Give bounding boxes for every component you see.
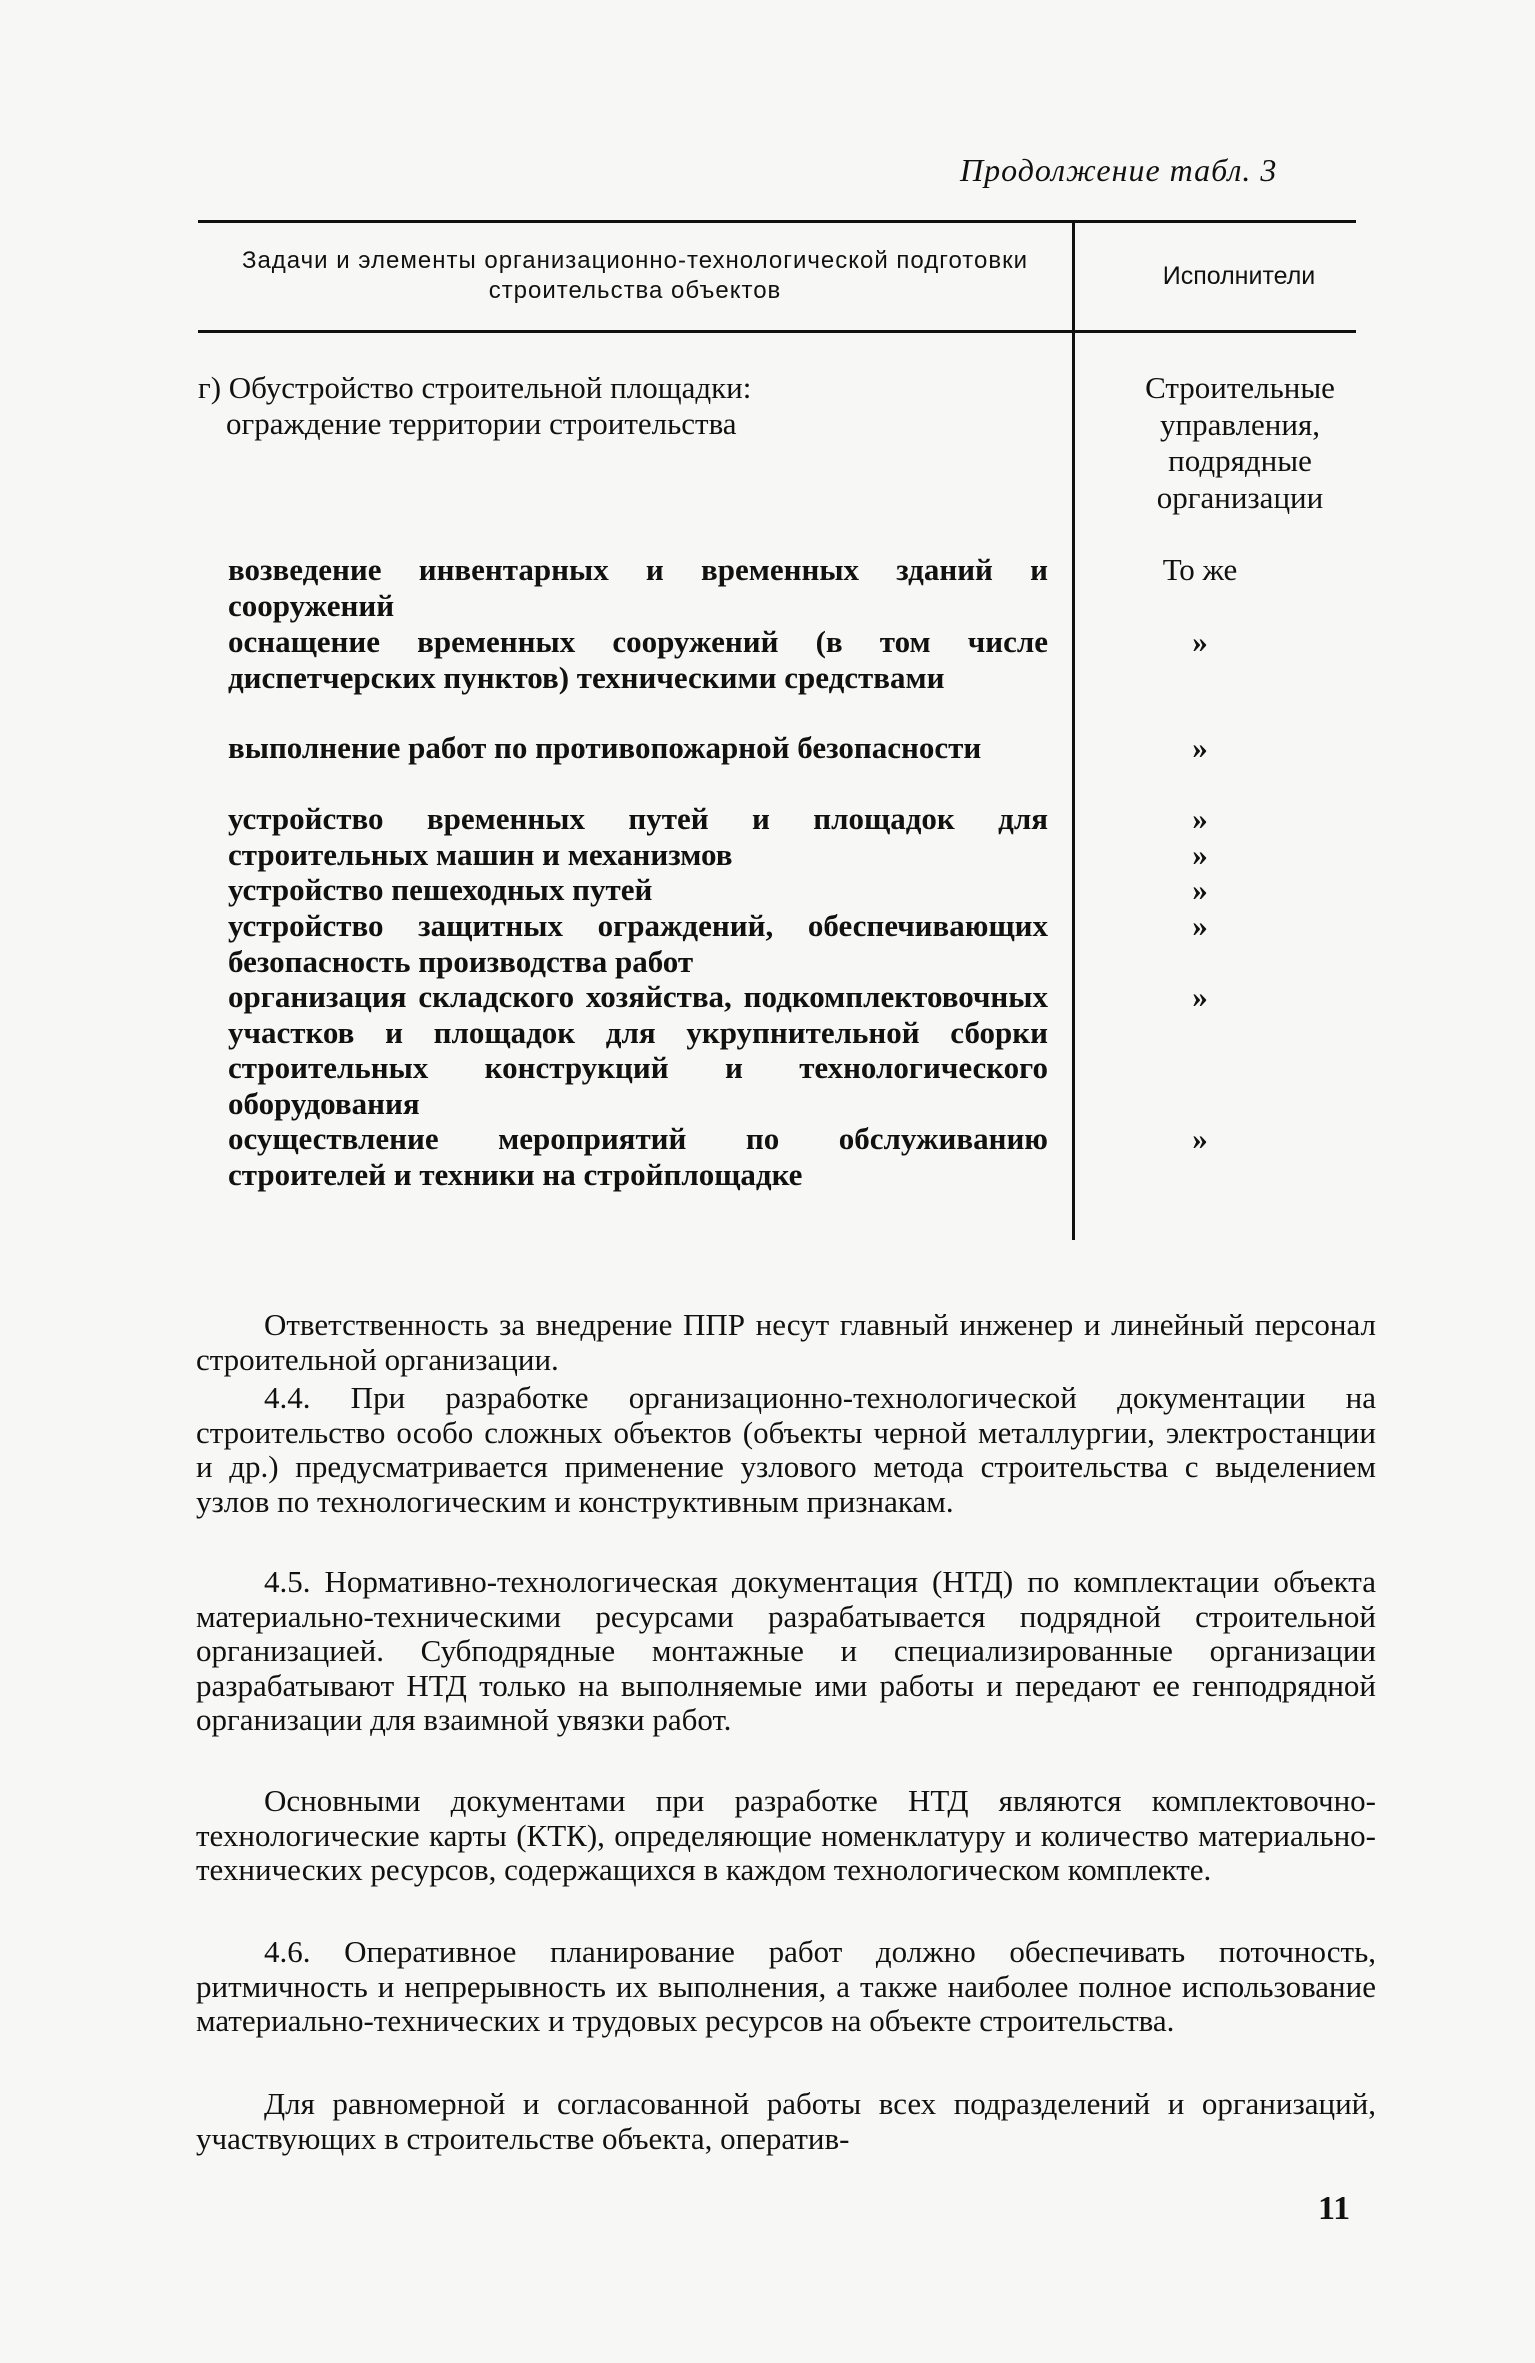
table-row-text: осуществление мероприятий по обслуживанию строителей и техники на стройплощадке [228,1121,1048,1192]
table-row-text: устройство временных путей и площадок для строительных машин и механизмов [228,801,1048,872]
column-header-tasks: Задачи и элементы организационно-технологической подготовки строительства объектов [241,247,1029,304]
paragraph-responsibility: Ответственность за внедрение ППР несут главный инженер и линейный персонал строительной организации. [196,1307,1376,1377]
group-title-line2: ограждение территории строительства [226,406,737,441]
table-row-performer: » [1192,908,1208,943]
table-continuation-caption: Продолжение табл. 3 [960,152,1278,188]
header-bottom-rule [198,330,1356,333]
table-row-performer: » [1192,837,1208,872]
table-row-text: устройство защитных ограждений, обеспечивающих безопасность производства работ [228,908,1048,979]
table-row-performer: » [1192,624,1208,659]
column-divider [1072,220,1075,1240]
paragraph-ktk: Основными документами при разработке НТД являются комплектовочно-технологические карты (КТК), определяющие номенклатуру и количество материально-технических ресурсов, содержащихся в каждом технологическом комплекте. [196,1783,1376,1887]
table-row-performer: » [1192,979,1208,1014]
column-header-performers: Исполнители [1162,262,1316,290]
page-number: 11 [1318,2190,1351,2227]
paragraph-4-5: 4.5. Нормативно-технологическая документация (НТД) по комплектации объекта материально-техническими ресурсами разрабатывается подрядной строительной организацией. Субподрядные монтажные и специализированные организации разрабатывают НТД только на выполняемые ими работы и передают ее генподрядной организации для взаимной увязки работ. [196,1564,1376,1737]
table-row-performer: То же [1162,552,1238,587]
table-row-text: возведение инвентарных и временных зданий и сооружений [228,552,1048,623]
paragraph-4-6: 4.6. Оперативное планирование работ должно обеспечивать поточность, ритмичность и непрерывность их выполнения, а также наиболее полное использование материально-технических и трудовых ресурсов на объекте строительства. [196,1934,1376,2038]
table-row-performer: » [1192,801,1208,836]
table-row-performer: » [1192,1121,1208,1156]
group-title-line1: г) Обустройство строительной площадки: [198,370,752,405]
table-top-rule [198,220,1356,223]
table-row-text: устройство пешеходных путей [228,872,653,907]
table-row-text: выполнение работ по противопожарной безопасности [228,730,982,765]
table-row-performer: » [1192,872,1208,907]
paragraph-4-4: 4.4. При разработке организационно-технологической документации на строительство особо сложных объектов (объекты черной металлургии, электростанции и др.) предусматривается применение узлового метода строительства с выделением узлов по технологическим и конструктивным признакам. [196,1380,1376,1519]
table-row-performer: » [1192,730,1208,765]
table-row-text: организация складского хозяйства, подкомплектовочных участков и площадок для укрупнительной сборки строительных конструкций и технологического оборудования [228,979,1048,1121]
group-performer: Строительные управления, подрядные организации [1145,370,1335,515]
table-row-text: оснащение временных сооружений (в том числе диспетчерских пунктов) техническими средствами [228,624,1048,695]
paragraph-operative: Для равномерной и согласованной работы всех подразделений и организаций, участвующих в строительстве объекта, оператив- [196,2086,1376,2156]
